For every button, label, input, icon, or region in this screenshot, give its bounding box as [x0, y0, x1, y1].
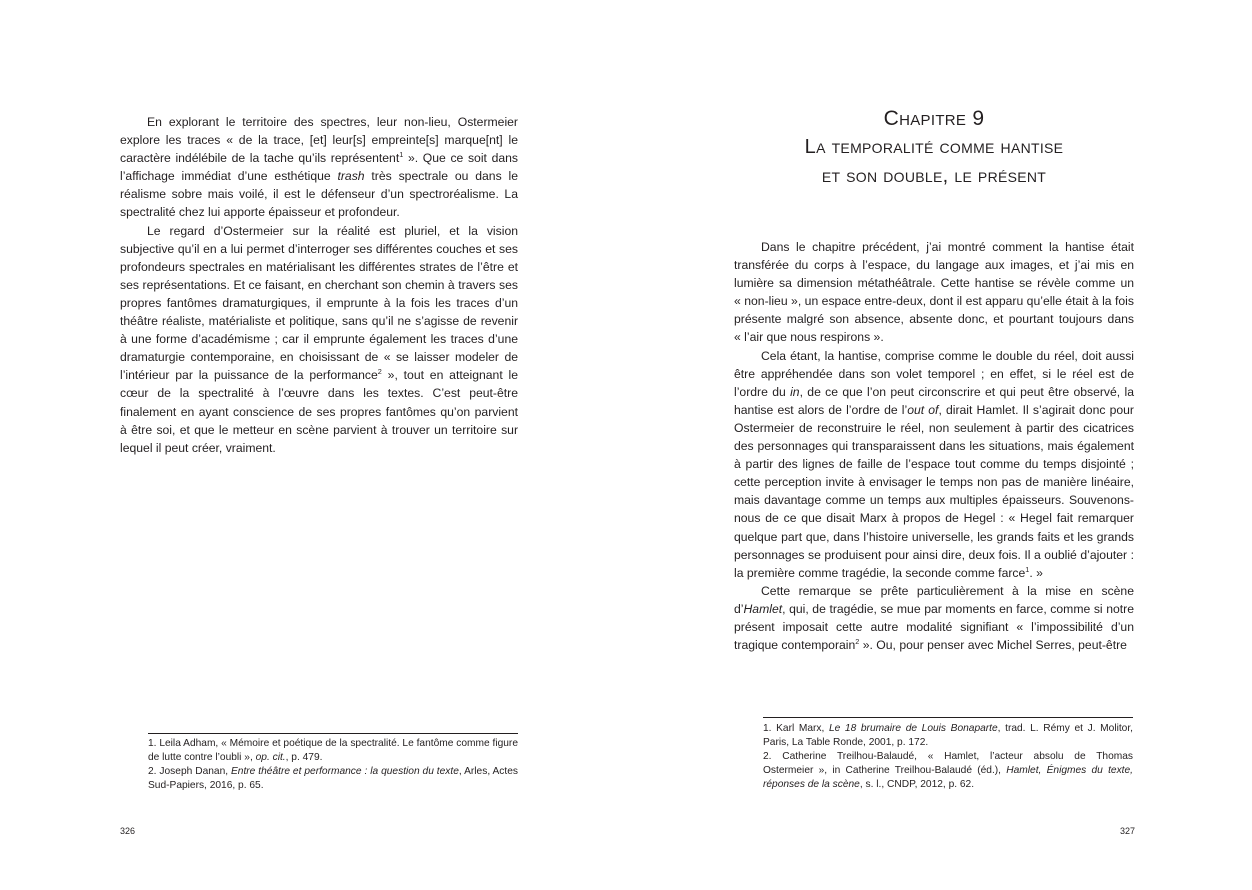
text-run: », tout en atteignant le cœur de la spectralité à l’œuvre dans les textes. C’est peut-être finalement en ayant conscience de ses propres fantômes qu’on parvient à être soi, et que le metteur en scène parvient à trouver un territoire sur lequel il peut créer, vraiment. [120, 368, 519, 455]
chapter-title-line: La temporalité comme hantise [804, 136, 1064, 158]
text-run: , p. 479. [285, 752, 323, 763]
text-run: Cette remarque se prête particulièrement à la mise en scène d’ [734, 583, 1134, 616]
text-run: ». Ou, pour penser avec Michel Serres, peut-être [859, 638, 1127, 653]
paragraph [734, 347, 1134, 582]
text-run: , trad. L. Rémy et J. Molitor, Paris, La Table Ronde, 2001, p. 172. [763, 723, 1133, 748]
text-run: 1. Karl Marx, [763, 723, 829, 734]
page-number: 326 [120, 826, 136, 836]
paragraph [120, 222, 518, 457]
right-page [626, 0, 1252, 890]
text-run: , s. l., CNDP, 2012, p. 62. [859, 779, 975, 790]
italic-text: in [790, 384, 800, 399]
footnote-divider [148, 733, 518, 734]
text-run: 1. Leila Adham, « Mémoire et poétique de la spectralité. Le fantôme comme figure de lutte contre l’oubli », [148, 738, 518, 763]
text-run: , qui, de tragédie, se mue par moments en farce, comme si notre présent imposait cette autre modalité signifiant « l’impossibilité d’un tragique contemporain [734, 601, 1134, 653]
paragraph [734, 582, 1134, 654]
footnote [148, 765, 518, 793]
footnote [763, 750, 1133, 792]
footnote-divider [763, 717, 1133, 718]
chapter-title [734, 104, 1134, 191]
text-run: 2. Catherine Treilhou-Balaudé, « Hamlet, l’acteur absolu de Thomas Ostermeier », in Catherine Treilhou-Balaudé (éd.), [763, 751, 1133, 776]
chapter-title-line: et son double, le présent [821, 165, 1047, 187]
text-run: Cela étant, la hantise, comprise comme le double du réel, doit aussi être appréhendée dans son volet temporel ; en effet, si le réel est de l’ordre du [734, 348, 1134, 399]
note-reference: 2 [377, 367, 382, 377]
text-run: Le regard d’Ostermeier sur la réalité est pluriel, et la vision subjective qu’il en a lui permet d’interroger ses différentes couches et ses profondeurs spectrales en matérialisant les différentes strates de l’être et ses représentations. Et ce faisant, en cherchant son chemin à travers ses propres fantômes dramaturgiques, il emprunte à la fois les traces d’un théâtre réaliste, matérialiste et politique, sans qu’il ne s’agisse de revenir à une forme d’académisme ; car il emprunte également les traces d’une dramaturgie contemporaine, en choisissant de « se laisser modeler de l’intérieur par la puissance de la performance [120, 223, 518, 383]
left-footnotes [148, 737, 518, 793]
italic-text: out of [907, 402, 939, 417]
italic-text: Entre théâtre et performance : la question du texte [231, 766, 459, 777]
right-body-text [734, 238, 1134, 654]
italic-text: Le 18 brumaire de Louis Bonaparte [828, 723, 998, 734]
text-run: ». Que ce soit dans l’affichage immédiat d’une esthétique [120, 151, 518, 184]
note-reference: 1 [399, 150, 404, 160]
right-footnotes [763, 722, 1133, 792]
text-run: très spectrale ou dans le réalisme sobre mais voilé, il est le défenseur d’un spectroréalisme. La spectralité chez lui apporte épaisseur et profondeur. [120, 169, 518, 220]
paragraph [120, 113, 518, 222]
page-number: 327 [1120, 826, 1136, 836]
note-reference: 1 [1025, 564, 1030, 574]
text-run: , Arles, Actes Sud-Papiers, 2016, p. 65. [148, 766, 518, 791]
paragraph [734, 238, 1134, 347]
text-run: , dirait Hamlet. Il s’agirait donc pour Ostermeier de reconstruire le réel, non seulement à partir des cicatrices des personnages qui transparaissent dans les situations, mais également à partir des lignes de faille de l’espace tout comme du temps disjointé ; cette perception invite à envisager le temps non pas de manière linéaire, mais davantage comme un temps aux multiples épaisseurs. Souvenons-nous de ce que disait Marx à propos de Hegel : « Hegel fait remarquer quelque part que, dans l’histoire universelle, les grands faits et les grands personnages se produisent pour ainsi dire, deux fois. Il a oublié d’ajouter : la première comme tragédie, la seconde comme farce [734, 402, 1134, 580]
left-body-text [120, 113, 518, 457]
italic-text: trash [337, 169, 365, 184]
footnote [763, 722, 1133, 750]
text-run: , de ce que l’on peut circonscrire et qui peut être observé, la hantise est alors de l’ordre de l’ [734, 384, 1134, 417]
text-run: 2. Joseph Danan, [148, 766, 231, 777]
chapter-number: Chapitre 9 [883, 107, 985, 130]
italic-text: Hamlet, Énigmes du texte, réponses de la scène [763, 765, 1133, 790]
italic-text: Hamlet [743, 601, 783, 616]
footnote [148, 737, 518, 765]
text-run: Dans le chapitre précédent, j’ai montré comment la hantise était transférée du corps à l’espace, du langage aux images, et j’ai mis en lumière sa dimension métathéâtrale. Cette hantise se révèle comme un « non-lieu », un espace entre-deux, dont il est apparu qu’elle était à la fois présente malgré son absence, absente donc, et pourtant toujours dans « l’air que nous respirons ». [734, 240, 1134, 345]
note-reference: 2 [855, 637, 860, 646]
text-run: . » [1029, 565, 1043, 580]
italic-text: op. cit. [255, 752, 286, 763]
text-run: En explorant le territoire des spectres, leur non-lieu, Ostermeier explore les traces « de la trace, [et] leur[s] empreinte[s] marque[nt] le caractère indélébile de la tache qu’ils représentent [120, 115, 518, 166]
